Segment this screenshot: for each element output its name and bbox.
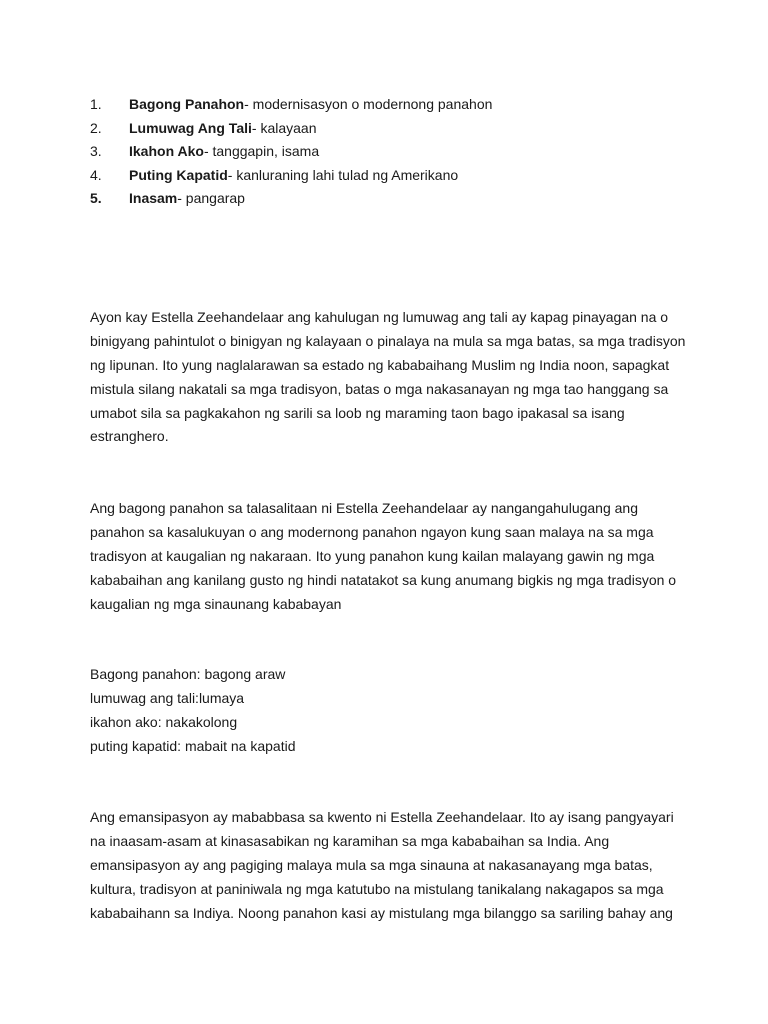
vocabulary-term: Ikahon Ako xyxy=(129,143,204,160)
paragraph-line: Ang emansipasyon ay mababbasa sa kwento ni Estella Zeehandelaar. Ito ay isang pangyayari xyxy=(90,809,674,825)
paragraph-line: emansipasyon ay ang pagiging malaya mula sa mga sinauna at nakasanayang mga batas, xyxy=(90,856,653,873)
paragraph-line: mistula silang nakatali sa mga tradisyon, batas o mga nakasanayan ng mga tao hanggang sa xyxy=(90,380,669,397)
vocabulary-item xyxy=(90,188,492,212)
paragraph-line: kultura, tradisyon at paniniwala ng mga katutubo na mistulang tanikalang nakagapos sa mga xyxy=(90,880,664,897)
vocabulary-item xyxy=(90,165,492,189)
vocabulary-term: Puting Kapatid xyxy=(129,166,228,183)
item-number: 3. xyxy=(90,143,102,160)
vocabulary-definition: - kalayaan xyxy=(251,119,317,136)
item-number: 2. xyxy=(90,119,102,136)
paragraph-line: kababaihann sa Indiya. Noong panahon kasi ay mistulang mga bilanggo sa sariling bahay ang xyxy=(90,904,673,921)
vocabulary-item xyxy=(90,118,492,142)
vocabulary-definition: - kanluraning lahi tulad ng Amerikano xyxy=(227,166,459,183)
vocabulary-item xyxy=(90,94,492,118)
item-number: 4. xyxy=(90,166,102,183)
paragraph-emansipasyon xyxy=(90,806,680,925)
vocabulary-definition: - modernisasyon o modernong panahon xyxy=(244,96,493,112)
paragraph-line: umabot sila sa pagkakahon ng sarili sa loob ng maraming taon bago ipakasal sa isang xyxy=(90,404,625,421)
synonyms-list xyxy=(90,663,680,759)
paragraph-line: binigyang pahintulot o binigyan ng kalayaan o pinalaya na mula sa mga batas, sa mga tradisyon xyxy=(90,332,686,349)
paragraph-line: tradisyon at kaugalian ng nakaraan. Ito yung panahon kung kailan malayang gawin ng mga xyxy=(90,547,655,564)
paragraph-bagong-panahon xyxy=(90,497,680,616)
vocabulary-definition: - pangarap xyxy=(177,190,245,207)
paragraph-line: ng lipunan. Ito yung naglalarawan sa estado ng kababaihang Muslim ng India noon, sapagkat xyxy=(90,356,670,373)
synonym-line: ikahon ako: nakakolong xyxy=(90,713,238,730)
paragraph-line: panahon sa kasalukuyan o ang modernong panahon ngayon kung saan malaya na sa mga xyxy=(90,523,654,540)
synonym-line: Bagong panahon: bagong araw xyxy=(90,666,286,682)
paragraph-line: kababaihan ang kanilang gusto ng hindi natatakot sa kung anumang bigkis ng mga tradisyon o xyxy=(90,571,677,588)
vocabulary-item xyxy=(90,141,492,165)
paragraph-line: Ang bagong panahon sa talasalitaan ni Estella Zeehandelaar ay nangangahulugang ang xyxy=(90,500,639,516)
paragraph-line: kaugalian ng mga sinaunang kababayan xyxy=(90,595,342,612)
vocabulary-term: Inasam xyxy=(129,190,178,207)
vocabulary-definition: - tanggapin, isama xyxy=(203,143,320,160)
synonym-line: lumuwag ang tali:lumaya xyxy=(90,689,245,706)
vocabulary-list xyxy=(90,94,492,212)
item-number: 1. xyxy=(90,96,102,112)
vocabulary-term: Bagong Panahon xyxy=(129,96,245,112)
item-number: 5. xyxy=(90,190,102,207)
paragraph-line: Ayon kay Estella Zeehandelaar ang kahulugan ng lumuwag ang tali ay kapag pinayagan na o xyxy=(90,309,669,325)
paragraph-lumuwag-ang-tali xyxy=(90,306,686,449)
paragraph-line: na inaasam-asam at kinasasabikan ng karamihan sa mga kababaihan sa India. Ang xyxy=(90,832,610,849)
vocabulary-term: Lumuwag Ang Tali xyxy=(129,119,252,136)
paragraph-line: estranghero. xyxy=(90,428,169,445)
synonym-line: puting kapatid: mabait na kapatid xyxy=(90,737,296,754)
